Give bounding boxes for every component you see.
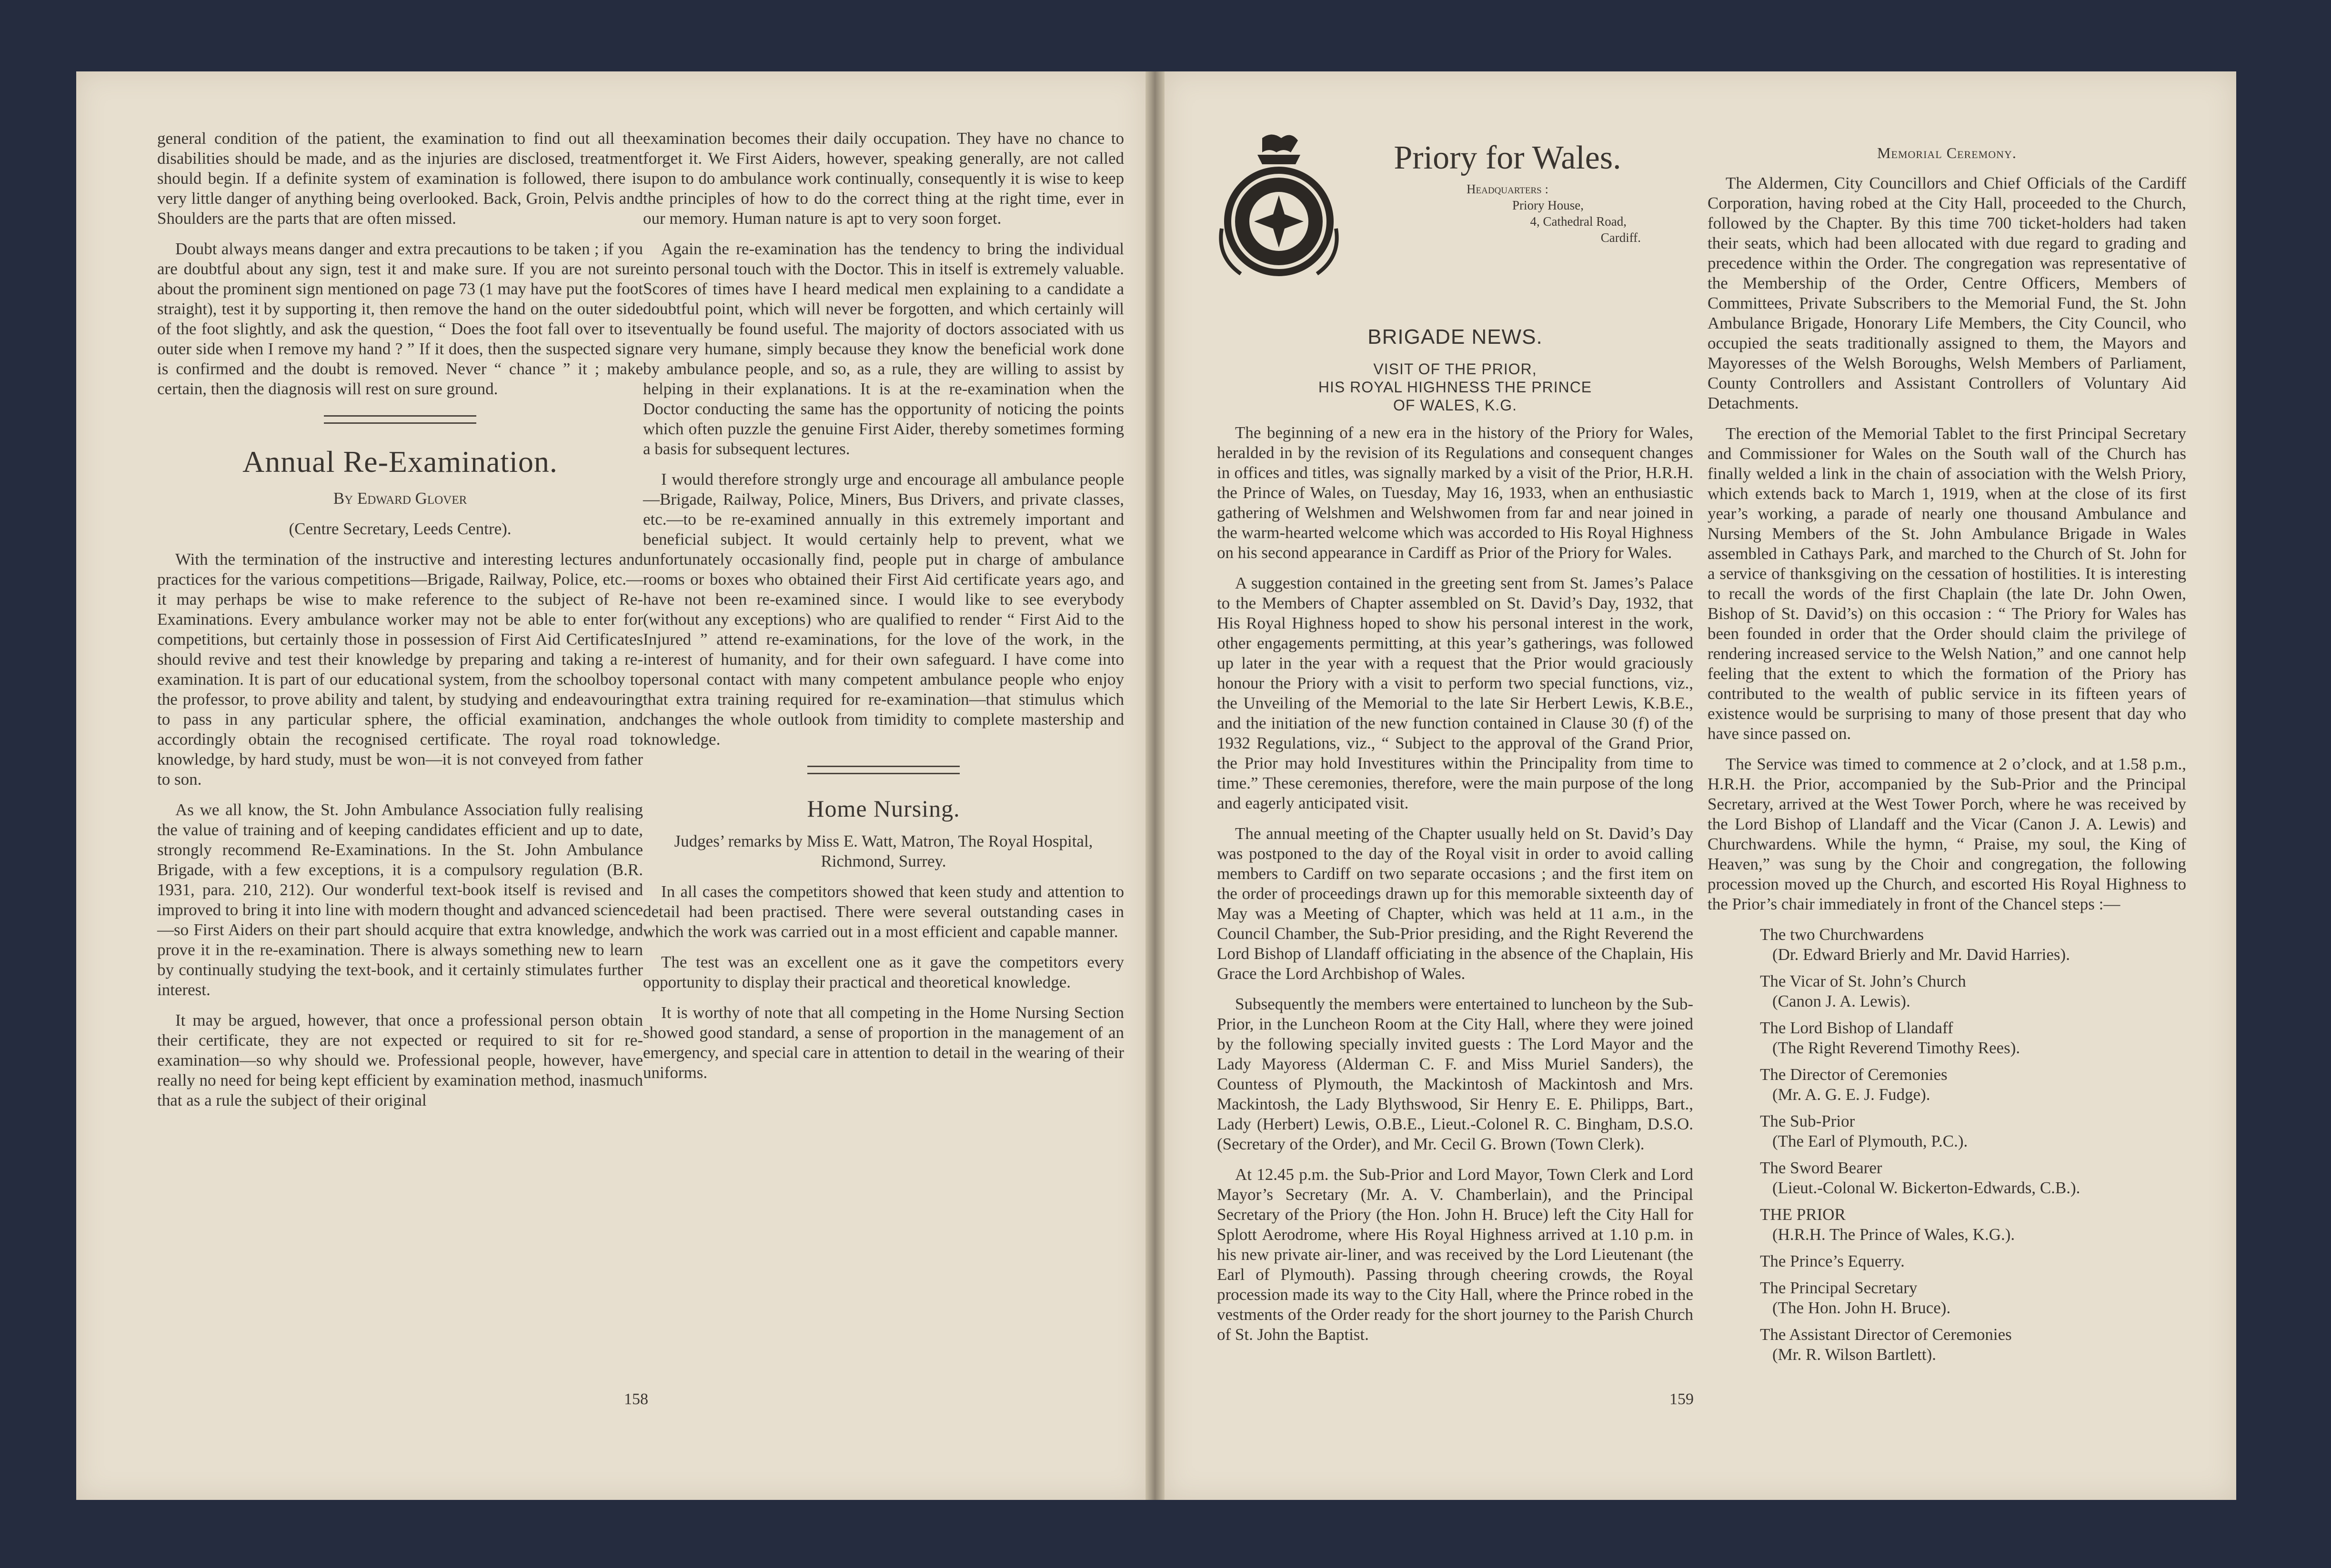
paragraph-worthy: It is worthy of note that all competing in the Home Nursing Section showed good standard, a sense of proportion in the management of an emergency, and special care in attention to detail in the wearing of their uniforms. (643, 1003, 1124, 1082)
list-item (1760, 1065, 2186, 1105)
right-column-1 (1217, 324, 1693, 1355)
procession-title: The Lord Bishop of Llandaff (1760, 1019, 1953, 1037)
procession-detail: (Mr. A. G. E. J. Fudge). (1772, 1085, 1930, 1104)
judges-remarks: Judges’ remarks by Miss E. Watt, Matron, The Royal Hospital, Richmond, Surrey. (674, 832, 1093, 870)
paragraph-argued: It may be argued, however, that once a professional person obtain their certificate, they are not expected or required to sit for re-examination—so why should we. Professional people, however, have really no need for being kept efficient by examination method, inasmuch that as a rule the subject of their original (157, 1011, 643, 1109)
visit-heading-line-1: VISIT OF THE PRIOR, (1373, 360, 1537, 378)
paragraph-cases: In all cases the competitors showed that keen study and attention to detail had been practised. There were several outstanding cases in which the work was carried out in a most efficient and capable manner. (643, 882, 1124, 941)
headquarters-address (1374, 181, 1641, 246)
paragraph-urge: I would therefore strongly urge and encourage all ambulance people—Brigade, Railway, Police, Miners, Bus Drivers, and private classes, etc.—to be re-examined annually in this extremely important and beneficial subject. It would certainly help to prevent, what we unfortunately occasionally find, people put in charge of ambulance rooms or boxes who obtained their First Aid certificate years ago, and have not been re-examined since. I would like to see everybody (without any exceptions) who are qualified to render “ First Aid to the Injured ” attend re-examinations, for the love of the work, in the interest of humanity, and for their own safeguard. I have come into personal contact with many competent ambulance people who enjoy that extra training required for re-examination—that stimulus which changes the whole outlook from timidity to complete mastership and knowledge. (643, 470, 1124, 749)
procession-title: The Director of Ceremonies (1760, 1065, 1948, 1084)
procession-title: The two Churchwardens (1760, 925, 1924, 944)
paragraph-subsequently: Subsequently the members were entertained to luncheon by the Sub-Prior, in the Luncheon Room at the City Hall, where they were joined by the following specially invited guests : The Lord Mayor and the Lady Mayoress (Alderman C. F. and Miss Muriel Sanders), the Countess of Plymouth, the Mackintosh of Mackintosh and Mrs. Mackintosh, the Lady Blythswood, Sir Henry E. E. Philipps, Bart., Lady (Herbert) Lewis, O.B.E., Lieut.-Colonel R. C. Bingham, D.S.O. (Secretary of the Order), and Mr. Cecil G. Brown (Town Clerk). (1217, 995, 1693, 1153)
procession-detail: (The Earl of Plymouth, P.C.). (1772, 1132, 1968, 1150)
procession-detail: (Mr. R. Wilson Bartlett). (1772, 1345, 1937, 1364)
address-line-3: Cardiff. (1600, 230, 1641, 245)
procession-detail: (Dr. Edward Brierly and Mr. David Harries). (1772, 945, 2070, 964)
list-item (1760, 1205, 2186, 1245)
procession-title: The Assistant Director of Ceremonies (1760, 1325, 2012, 1344)
list-item (1760, 1251, 2186, 1271)
paragraph-again: Again the re-examination has the tendency to bring the individual into personal touch with the Doctor. This in itself is extremely valuable. Scores of times have I heard medical men explaining to a candidate a doubtful point, which will never be forgotten, and which certainly will eventually be found useful. The majority of doctors associated with us are very humane, simply because they know the beneficial work done by ambulance people, and so, as a rule, they are willing to assist by helping in their explanations. It is at the re-examination when the Doctor conducting the same has the opportunity of noticing the points which often puzzle the genuine First Aider, thereby sometimes forming a basis for subsequent lectures. (643, 240, 1124, 458)
visit-heading-line-3: OF WALES, K.G. (1393, 397, 1517, 414)
list-item (1760, 925, 2186, 965)
list-item (1760, 1111, 2186, 1151)
priory-emblem-icon (1217, 129, 1341, 281)
priory-title: Priory for Wales. (1394, 140, 1621, 176)
paragraph-erection: The erection of the Memorial Tablet to the first Principal Secretary and Commissioner for Wales on the South wall of the Church has finally welded a link in the chain of association with the Welsh Priory, which extends back to March 1, 1919, when at the close of its first year’s working, a parade of nearly one thousand Ambulance and Nursing Members of the St. John Ambulance Brigade in Wales assembled in Cathays Park, and marched to the Church of St. John for a service of thanksgiving on the cessation of hostilities. It is interesting to recall the words of the first Chaplain (the late Dr. John Owen, Bishop of St. David’s) on this occasion : “ The Priory for Wales has been founded in order that the Order should claim the privilege of rendering increased service to the Welsh Nation,” and one cannot help feeling that the extent to which the formation of the Priory has contributed to the wealth of public service in its fifteen years of existence would be surprising to many of those present that day who have since passed on. (1708, 424, 2186, 743)
procession-title: The Vicar of St. John’s Church (1760, 972, 1966, 990)
procession-detail: (The Hon. John H. Bruce). (1772, 1298, 1951, 1317)
list-item (1760, 1278, 2186, 1318)
procession-detail: (Canon J. A. Lewis). (1772, 992, 1910, 1010)
left-column-1 (157, 129, 643, 1121)
paragraph-annual-meeting: The annual meeting of the Chapter usually held on St. David’s Day was postponed to the day of the Royal visit in order to avoid calling members to Cardiff on two separate occasions ; and the first item on the order of proceedings drawn up for this memorable sixteenth day of May was a Meeting of Chapter, which was held at 11 a.m., in the Council Chamber, the Sub-Prior presiding, and the Right Reverend the Lord Bishop of Llandaff officiating in the absence of the Chaplain, His Grace the Lord Archbishop of Wales. (1217, 824, 1693, 983)
left-page (76, 71, 1145, 1500)
memorial-ceremony-heading: Memorial Ceremony. (1877, 144, 2017, 161)
section-divider (324, 415, 476, 424)
paragraph-service: The Service was timed to commence at 2 o’clock, and at 1.58 p.m., H.R.H. the Prior, accompanied by the Sub-Prior and the Principal Secretary, arrived at the West Tower Porch, where he was received by the Lord Bishop of Llandaff and the Vicar (Canon J. A. Lewis) and Churchwardens. While the hymn, “ Praise, my soul, the King of Heaven,” was sung by the Choir and congregation, the following procession moved up the Church, and escorted His Royal Highness to the Prior’s chair immediately in front of the Chancel steps :— (1708, 755, 2186, 913)
section-divider (807, 766, 960, 774)
visit-heading-line-2: HIS ROYAL HIGHNESS THE PRINCE (1318, 379, 1592, 396)
priory-header (1374, 138, 1641, 246)
paragraph-intro: general condition of the patient, the examination to find out all the disabilities should be made, and as the injuries are disclosed, treatment should begin. If a definite system of examination is followed, there is very little danger of anything being overlooked. Back, Groin, Pelvis and Shoulders are the parts that are often missed. (157, 129, 643, 228)
address-line-2: 4, Cathedral Road, (1530, 214, 1627, 229)
paragraph-suggestion: A suggestion contained in the greeting sent from St. James’s Palace to the Members of Chapter assembled on St. David’s Day, 1932, that His Royal Highness hoped to show his personal interest in the work, other engagements permitting, at this year’s gatherings, was followed up later in the year with a request that the Prior would graciously honour the Priory with a visit to perform two special functions, viz., the Unveiling of the Memorial to the late Sir Herbert Lewis, K.B.E., and the initiation of the new function contained in Clause 30 (f) of the 1932 Regulations, viz., “ Subject to the approval of the Grand Prior, the Prior may hold Investitures within the Principality from time to time.” These ceremonies, therefore, were the main purpose of the long and eagerly anticipated visit. (1217, 574, 1693, 812)
procession-title: The Principal Secretary (1760, 1278, 1918, 1297)
paragraph-test: The test was an excellent one as it gave the competitors every opportunity to display their practical and theoretical knowledge. (643, 953, 1124, 991)
paragraph-aldermen: The Aldermen, City Councillors and Chief Officials of the Cardiff Corporation, having robed at the City Hall, proceeded to the Church, followed by the Chapter. By this time 700 ticket-holders had taken their seats, which had been allocated with due regard to grading and precedence within the Order. The congregation was representative of the Membership of the Order, Centre Officers, Members of Committees, Private Subscribers to the Memorial Fund, the St. John Ambulance Brigade, Honorary Life Members, the City Council, who occupied the seats traditionally assigned to them, the Mayors and Mayoresses of the Welsh Boroughs, Welsh Members of Parliament, County Controllers and Assistant Controllers of Voluntary Aid Detachments. (1708, 174, 2186, 412)
right-page (1165, 71, 2236, 1500)
paragraph-beginning: The beginning of a new era in the history of the Priory for Wales, heralded in by the revision of its Regulations and consequent changes in offices and titles, was signally marked by a visit of the Prior, H.R.H. the Prince of Wales, on Tuesday, May 16, 1933, when an enthusiastic gathering of Welshmen and Welshwomen from far and near joined in the warm-hearted welcome which was accorded to His Royal Highness on his second appearance in Cardiff as Prior of the Priory for Wales. (1217, 423, 1693, 562)
procession-title: THE PRIOR (1760, 1205, 1846, 1224)
list-item (1760, 1018, 2186, 1058)
page-number: 158 (624, 1390, 648, 1408)
paragraph-we-all-know: As we all know, the St. John Ambulance Association fully realising the value of training and of keeping candidates efficient and up to date, strongly recommend Re-Examinations. In the St. John Ambulance Brigade, with a few exceptions, it is a compulsory regulation (B.R. 1931, para. 210, 212). Our wonderful text-book itself is revised and improved to bring it into line with modern thought and advanced science—so First Aiders on their part should acquire that extra knowledge, and prove it in the re-examination. There is always something new to learn by continually studying the text-book, and it certainly stimulates further interest. (157, 800, 643, 999)
left-column-2 (643, 129, 1124, 1093)
brigade-news-heading: BRIGADE NEWS. (1367, 325, 1543, 349)
procession-detail: (Lieut.-Colonal W. Bickerton-Edwards, C.B.). (1772, 1178, 2080, 1197)
address-line-1: Priory House, (1512, 198, 1584, 212)
byline: By Edward Glover (333, 489, 467, 508)
book-gutter (1145, 71, 1165, 1500)
list-item (1760, 1325, 2186, 1365)
headquarters-label: Headquarters : (1467, 182, 1548, 196)
paragraph-continuation: examination becomes their daily occupation. They have no chance to forget it. We First Aiders, however, speaking generally, are not called upon to do ambulance work continually, consequently it is wise to keep the principles of how to do the correct thing at the right time, ever in our memory. Human nature is apt to very soon forget. (643, 129, 1124, 228)
procession-detail: (H.R.H. The Prince of Wales, K.G.). (1772, 1225, 2015, 1244)
visit-heading (1217, 360, 1693, 414)
procession-title: The Sub-Prior (1760, 1112, 1855, 1130)
right-column-2 (1708, 143, 2186, 1371)
page-number: 159 (1669, 1390, 1694, 1408)
procession-title: The Prince’s Equerry. (1760, 1252, 1905, 1270)
paragraph-at-1245: At 12.45 p.m. the Sub-Prior and Lord Mayor, Town Clerk and Lord Mayor’s Secretary (Mr. A. V. Chamberlain), and the Principal Secretary of the Priory (the Hon. John H. Bruce) left the City Hall for Splott Aerodrome, where His Royal Highness arrived at 1.10 p.m. in his new private air-liner, and was received by the Lord Lieutenant (the Earl of Plymouth). Passing through cheering crowds, the Royal procession made its way to the City Hall, where the Prince robed in the vestments of the Order ready for the short journey to the Parish Church of St. John the Baptist. (1217, 1165, 1693, 1344)
byline-sub: (Centre Secretary, Leeds Centre). (289, 519, 512, 538)
procession-detail: (The Right Reverend Timothy Rees). (1772, 1039, 2020, 1057)
paragraph-termination: With the termination of the instructive and interesting lectures and practices for the various competitions—Brigade, Railway, Police, etc.—it may perhaps be wise to make reference to the subject of Re-Examinations. Every ambulance worker may not be able to enter for competitions, but certainly those in possession of First Aid Certificates should revive and test their knowledge by preparing and taking a re-examination. It is part of our educational system, from the schoolboy to the professor, to prove ability and talent, by studying and endeavouring to pass in any particular sphere, the official examination, and accordingly obtain the recognised certificate. The royal road to knowledge, by hard study, must be won—it is not conveyed from father to son. (157, 550, 643, 789)
procession-title: The Sword Bearer (1760, 1159, 1882, 1177)
paragraph-doubt: Doubt always means danger and extra precautions to be taken ; if you are doubtful about any sign, test it and make sure. If you are not sure about the prominent sign mentioned on page 73 (1 may have put the foot straight), test it by supporting it, then remove the hand on the outer side of the foot slightly, and ask the question, “ Does the foot fall over to its outer side when I remove my hand ? ” If it does, then the suspected sign is confirmed and the doubt is removed. Never “ chance ” it ; make certain, then the diagnosis will rest on sure ground. (157, 240, 643, 398)
list-item (1760, 1158, 2186, 1198)
procession-list (1708, 925, 2186, 1365)
list-item (1760, 971, 2186, 1011)
article-heading-annual-re-examination: Annual Re-Examination. (242, 445, 558, 479)
article-heading-home-nursing: Home Nursing. (807, 795, 960, 822)
